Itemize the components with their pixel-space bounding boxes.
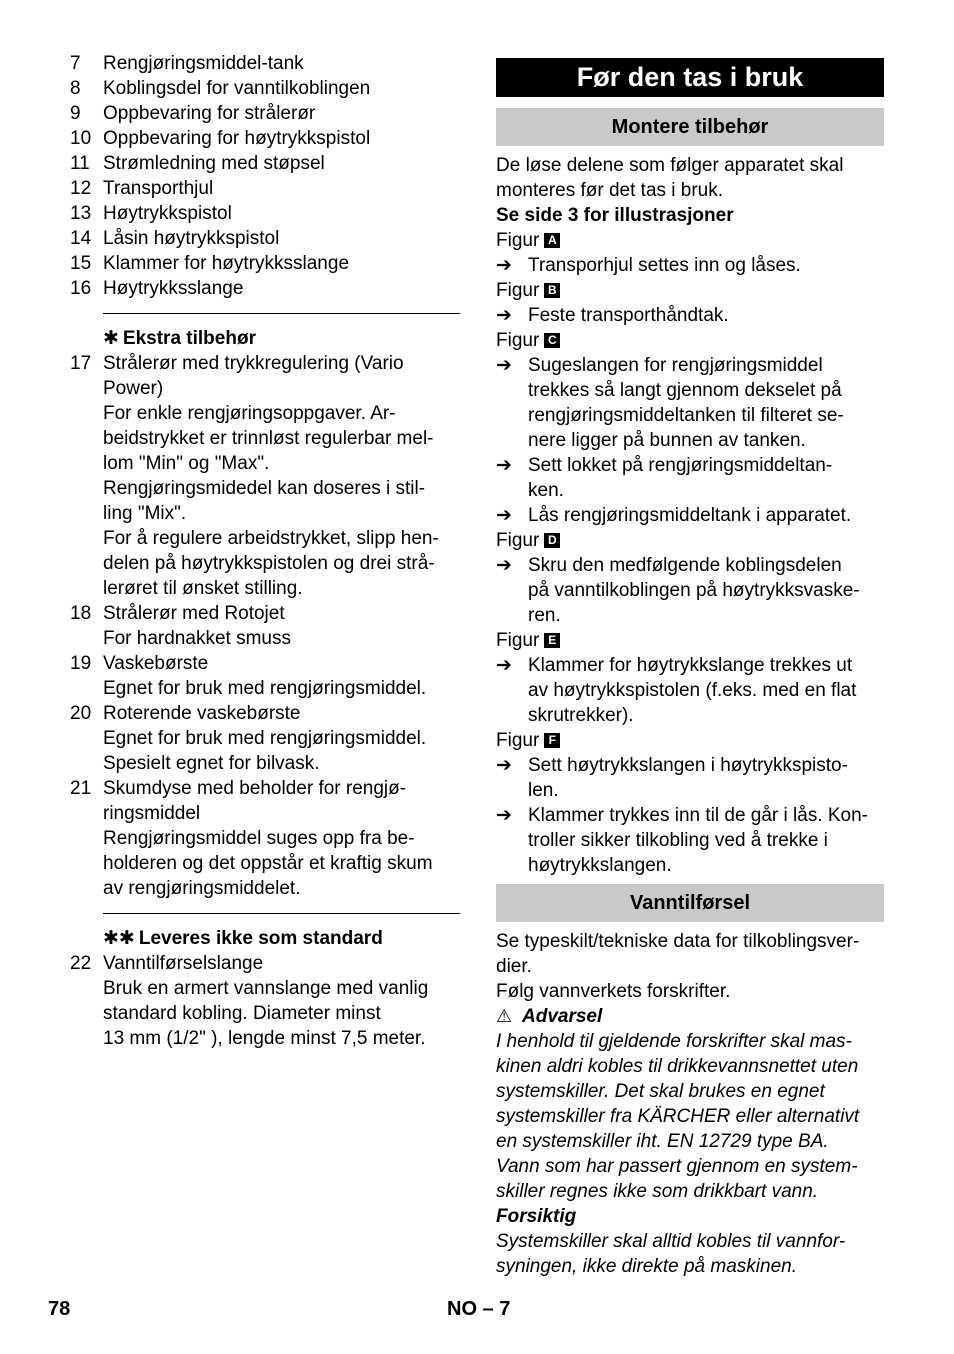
asterisk-icon: ✱: [103, 328, 119, 349]
text-line: Skru den medfølgende koblingsdelen: [528, 555, 842, 576]
warning-heading: ⚠ Advarsel: [496, 1006, 603, 1027]
arrow-right-icon: ➔: [496, 755, 512, 776]
step-text: [528, 353, 884, 453]
figure-letter-badge: D: [544, 533, 560, 548]
item-description: Spesielt egnet for bilvask.: [103, 753, 320, 774]
text-line: skiller regnes ikke som drikkbart vann.: [496, 1181, 819, 1202]
water-supply-text: [496, 929, 884, 1004]
figure-letter-badge: C: [544, 333, 560, 348]
figure-word: Figur: [496, 530, 540, 551]
see-page-note: Se side 3 for illustrasjoner: [496, 205, 734, 226]
item-number: 15: [70, 253, 92, 274]
figure-word: Figur: [496, 730, 540, 751]
item-text: [103, 51, 460, 76]
page-number: 78: [48, 1298, 71, 1320]
text-line: rengjøringsmiddeltanken til filteret se-: [528, 405, 844, 426]
item-text: [103, 226, 460, 251]
figure-label: [496, 728, 884, 753]
instruction-step: [496, 753, 884, 803]
text-line: systemskiller fra KÄRCHER eller alternativt: [496, 1106, 860, 1127]
list-item: [70, 151, 460, 176]
arrow-right-icon: ➔: [496, 805, 512, 826]
item-description: Bruk en armert vannslange med vanlig: [103, 978, 429, 999]
subsection-water-supply: Vanntilførsel: [496, 884, 884, 922]
item-description: For hardnakket smuss: [103, 628, 291, 649]
list-item: [70, 601, 460, 626]
text-line: Klammer for høytrykkslange trekkes ut: [528, 655, 853, 676]
item-text: [103, 251, 460, 276]
item-description: beidstrykket er trinnløst regulerbar mel-: [103, 428, 434, 449]
text-line: Koblingsdel for vanntilkoblingen: [103, 78, 371, 99]
text-line: Høytrykksslange: [103, 278, 244, 299]
text-line: Transporthjul: [103, 178, 214, 199]
text-line: systemskiller. Det skal brukes en egnet: [496, 1081, 825, 1102]
text-line: av høytrykkspistolen (f.eks. med en flat: [528, 680, 857, 701]
text-line: Vann som har passert gjennom en system-: [496, 1156, 858, 1177]
text-line: Power): [103, 378, 164, 399]
text-line: Strømledning med støpsel: [103, 153, 325, 174]
item-description: delen på høytrykkspistolen og drei strå-: [103, 553, 435, 574]
text-line: Oppbevaring for høytrykkspistol: [103, 128, 371, 149]
text-line: kinen aldri kobles til drikkevannsnettet uten: [496, 1056, 859, 1077]
text-line: Vanntilførselslange: [103, 953, 264, 974]
item-number: 12: [70, 178, 92, 199]
list-item: [70, 76, 460, 101]
arrow-right-icon: ➔: [496, 655, 512, 676]
text-line: Sugeslangen for rengjøringsmiddel: [528, 355, 823, 376]
figure-word: Figur: [496, 230, 540, 251]
item-description: Egnet for bruk med rengjøringsmiddel.: [103, 678, 427, 699]
list-item: [70, 276, 460, 301]
item-description: av rengjøringsmiddelet.: [103, 878, 301, 899]
text-line: Sett høytrykkslangen i høytrykkspisto-: [528, 755, 848, 776]
item-description: standard kobling. Diameter minst: [103, 1003, 381, 1024]
item-description: lerøret til ønsket stilling.: [103, 578, 303, 599]
text-line: høytrykkslangen.: [528, 855, 672, 876]
extra-accessories-heading: ✱ Ekstra tilbehør: [103, 328, 256, 349]
divider: [103, 901, 460, 926]
arrow-right-icon: ➔: [496, 255, 512, 276]
section-title: Før den tas i bruk: [496, 58, 884, 97]
item-number: 8: [70, 78, 81, 99]
step-text: [528, 553, 884, 628]
text-line: len.: [528, 780, 559, 801]
figure-letter-badge: B: [544, 283, 560, 298]
instruction-step: [496, 553, 884, 628]
text-line: dier.: [496, 956, 532, 977]
step-text: [528, 453, 884, 503]
text-line: Skumdyse med beholder for rengjø-: [103, 778, 407, 799]
item-number: 10: [70, 128, 92, 149]
item-number: 20: [70, 703, 92, 724]
item-number: 11: [70, 153, 90, 174]
item-number: 9: [70, 103, 81, 124]
figure-word: Figur: [496, 330, 540, 351]
figure-letter-badge: E: [544, 633, 560, 648]
list-item: [70, 51, 460, 76]
parts-list: [70, 51, 460, 301]
text-line: ringsmiddel: [103, 803, 201, 824]
item-number: 22: [70, 953, 92, 974]
figure-label: [496, 278, 884, 303]
not-standard-heading: [70, 926, 460, 951]
instruction-step: [496, 353, 884, 453]
figure-letter-badge: A: [544, 233, 560, 248]
item-number: 19: [70, 653, 92, 674]
text-line: Oppbevaring for strålerør: [103, 103, 316, 124]
arrow-right-icon: ➔: [496, 555, 512, 576]
caution-text: [496, 1229, 884, 1279]
item-text: [103, 176, 460, 201]
arrow-right-icon: ➔: [496, 455, 512, 476]
text-line: Se typeskilt/tekniske data for tilkoblingsver-: [496, 931, 860, 952]
item-text: [103, 126, 460, 151]
list-item: [70, 951, 460, 976]
list-item: [70, 701, 460, 726]
text-line: på vanntilkoblingen på høytrykksvaske-: [528, 580, 860, 601]
item-text: [103, 951, 460, 976]
left-column: [70, 51, 460, 1051]
text-line: nere ligger på bunnen av tanken.: [528, 430, 806, 451]
item-description: lom "Min" og "Max".: [103, 453, 270, 474]
instruction-step: [496, 453, 884, 503]
figure-label: [496, 228, 884, 253]
accessories-list: [70, 351, 460, 1051]
arrow-right-icon: ➔: [496, 355, 512, 376]
text-line: Låsin høytrykkspistol: [103, 228, 280, 249]
step-text: [528, 253, 884, 278]
item-text: [103, 351, 460, 401]
item-number: 7: [70, 53, 81, 74]
item-description: Rengjøringsmidedel kan doseres i stil-: [103, 478, 426, 499]
list-item: [70, 126, 460, 151]
caution-heading: Forsiktig: [496, 1206, 577, 1227]
item-description: Rengjøringsmiddel suges opp fra be-: [103, 828, 415, 849]
text-line: Transporhjul settes inn og låses.: [528, 255, 801, 276]
text-line: Lås rengjøringsmiddeltank i apparatet.: [528, 505, 852, 526]
text-line: Klammer for høytrykksslange: [103, 253, 350, 274]
instruction-step: [496, 503, 884, 528]
text-line: De løse delene som følger apparatet skal: [496, 155, 844, 176]
text-line: ren.: [528, 605, 561, 626]
item-text: [103, 101, 460, 126]
instruction-step: [496, 653, 884, 728]
section-footer: NO – 7: [447, 1298, 511, 1320]
instruction-step: [496, 253, 884, 278]
item-number: 13: [70, 203, 92, 224]
text-line: trekkes så langt gjennom dekselet på: [528, 380, 842, 401]
text-line: Roterende vaskebørste: [103, 703, 301, 724]
text-line: Sett lokket på rengjøringsmiddeltan-: [528, 455, 833, 476]
figure-label: [496, 628, 884, 653]
text-line: syningen, ikke direkte på maskinen.: [496, 1256, 797, 1277]
item-text: [103, 701, 460, 726]
item-description: holderen og det oppstår et kraftig skum: [103, 853, 433, 874]
list-item: [70, 776, 460, 826]
step-text: [528, 503, 884, 528]
step-text: [528, 753, 884, 803]
list-item: [70, 101, 460, 126]
step-text: [528, 653, 884, 728]
intro-text: [496, 153, 884, 203]
list-item: [70, 251, 460, 276]
item-text: [103, 201, 460, 226]
list-item: [70, 351, 460, 401]
list-item: [70, 176, 460, 201]
text-line: Feste transporthåndtak.: [528, 305, 729, 326]
text-line: Vaskebørste: [103, 653, 209, 674]
figure-label: [496, 328, 884, 353]
item-text: [103, 776, 460, 826]
figure-instructions: [496, 228, 884, 878]
list-item: [70, 226, 460, 251]
item-description: For enkle rengjøringsoppgaver. Ar-: [103, 403, 396, 424]
text-line: Strålerør med trykkregulering (Vario: [103, 353, 404, 374]
arrow-right-icon: ➔: [496, 305, 512, 326]
item-text: [103, 601, 460, 626]
text-line: Klammer trykkes inn til de går i lås. Kon-: [528, 805, 869, 826]
item-text: [103, 151, 460, 176]
text-line: Følg vannverkets forskrifter.: [496, 981, 731, 1002]
double-asterisk-icon: ✱✱: [103, 928, 135, 949]
text-line: ken.: [528, 480, 564, 501]
heading-text: Leveres ikke som standard: [138, 928, 383, 949]
item-description: ling "Mix".: [103, 503, 187, 524]
warning-triangle-icon: ⚠: [496, 1006, 513, 1026]
text-line: Systemskiller skal alltid kobles til vannfor-: [496, 1231, 846, 1252]
item-number: 17: [70, 353, 92, 374]
figure-letter-badge: F: [544, 733, 560, 748]
figure-word: Figur: [496, 630, 540, 651]
text-line: skrutrekker).: [528, 705, 634, 726]
item-text: [103, 651, 460, 676]
text-line: I henhold til gjeldende forskrifter skal mas-: [496, 1031, 852, 1052]
item-number: 18: [70, 603, 92, 624]
subsection-mount-accessories: Montere tilbehør: [496, 108, 884, 146]
text-line: Rengjøringsmiddel-tank: [103, 53, 304, 74]
text-line: en systemskiller iht. EN 12729 type BA.: [496, 1131, 829, 1152]
step-text: [528, 803, 884, 878]
instruction-step: [496, 303, 884, 328]
text-line: Strålerør med Rotojet: [103, 603, 285, 624]
instruction-step: [496, 803, 884, 878]
item-description: Egnet for bruk med rengjøringsmiddel.: [103, 728, 427, 749]
arrow-right-icon: ➔: [496, 505, 512, 526]
right-column: [496, 51, 884, 1279]
list-item: [70, 201, 460, 226]
item-text: [103, 76, 460, 101]
step-text: [528, 303, 884, 328]
text-line: Høytrykkspistol: [103, 203, 232, 224]
figure-word: Figur: [496, 280, 540, 301]
text-line: troller sikker tilkobling ved å trekke i: [528, 830, 828, 851]
item-number: 16: [70, 278, 92, 299]
item-number: 21: [70, 778, 92, 799]
item-description: For å regulere arbeidstrykket, slipp hen-: [103, 528, 439, 549]
item-text: [103, 276, 460, 301]
text-line: monteres før det tas i bruk.: [496, 180, 724, 201]
item-description: 13 mm (1/2" ), lengde minst 7,5 meter.: [103, 1028, 426, 1049]
list-item: [70, 651, 460, 676]
warning-text: [496, 1029, 884, 1204]
divider: [103, 301, 460, 326]
item-number: 14: [70, 228, 92, 249]
figure-label: [496, 528, 884, 553]
